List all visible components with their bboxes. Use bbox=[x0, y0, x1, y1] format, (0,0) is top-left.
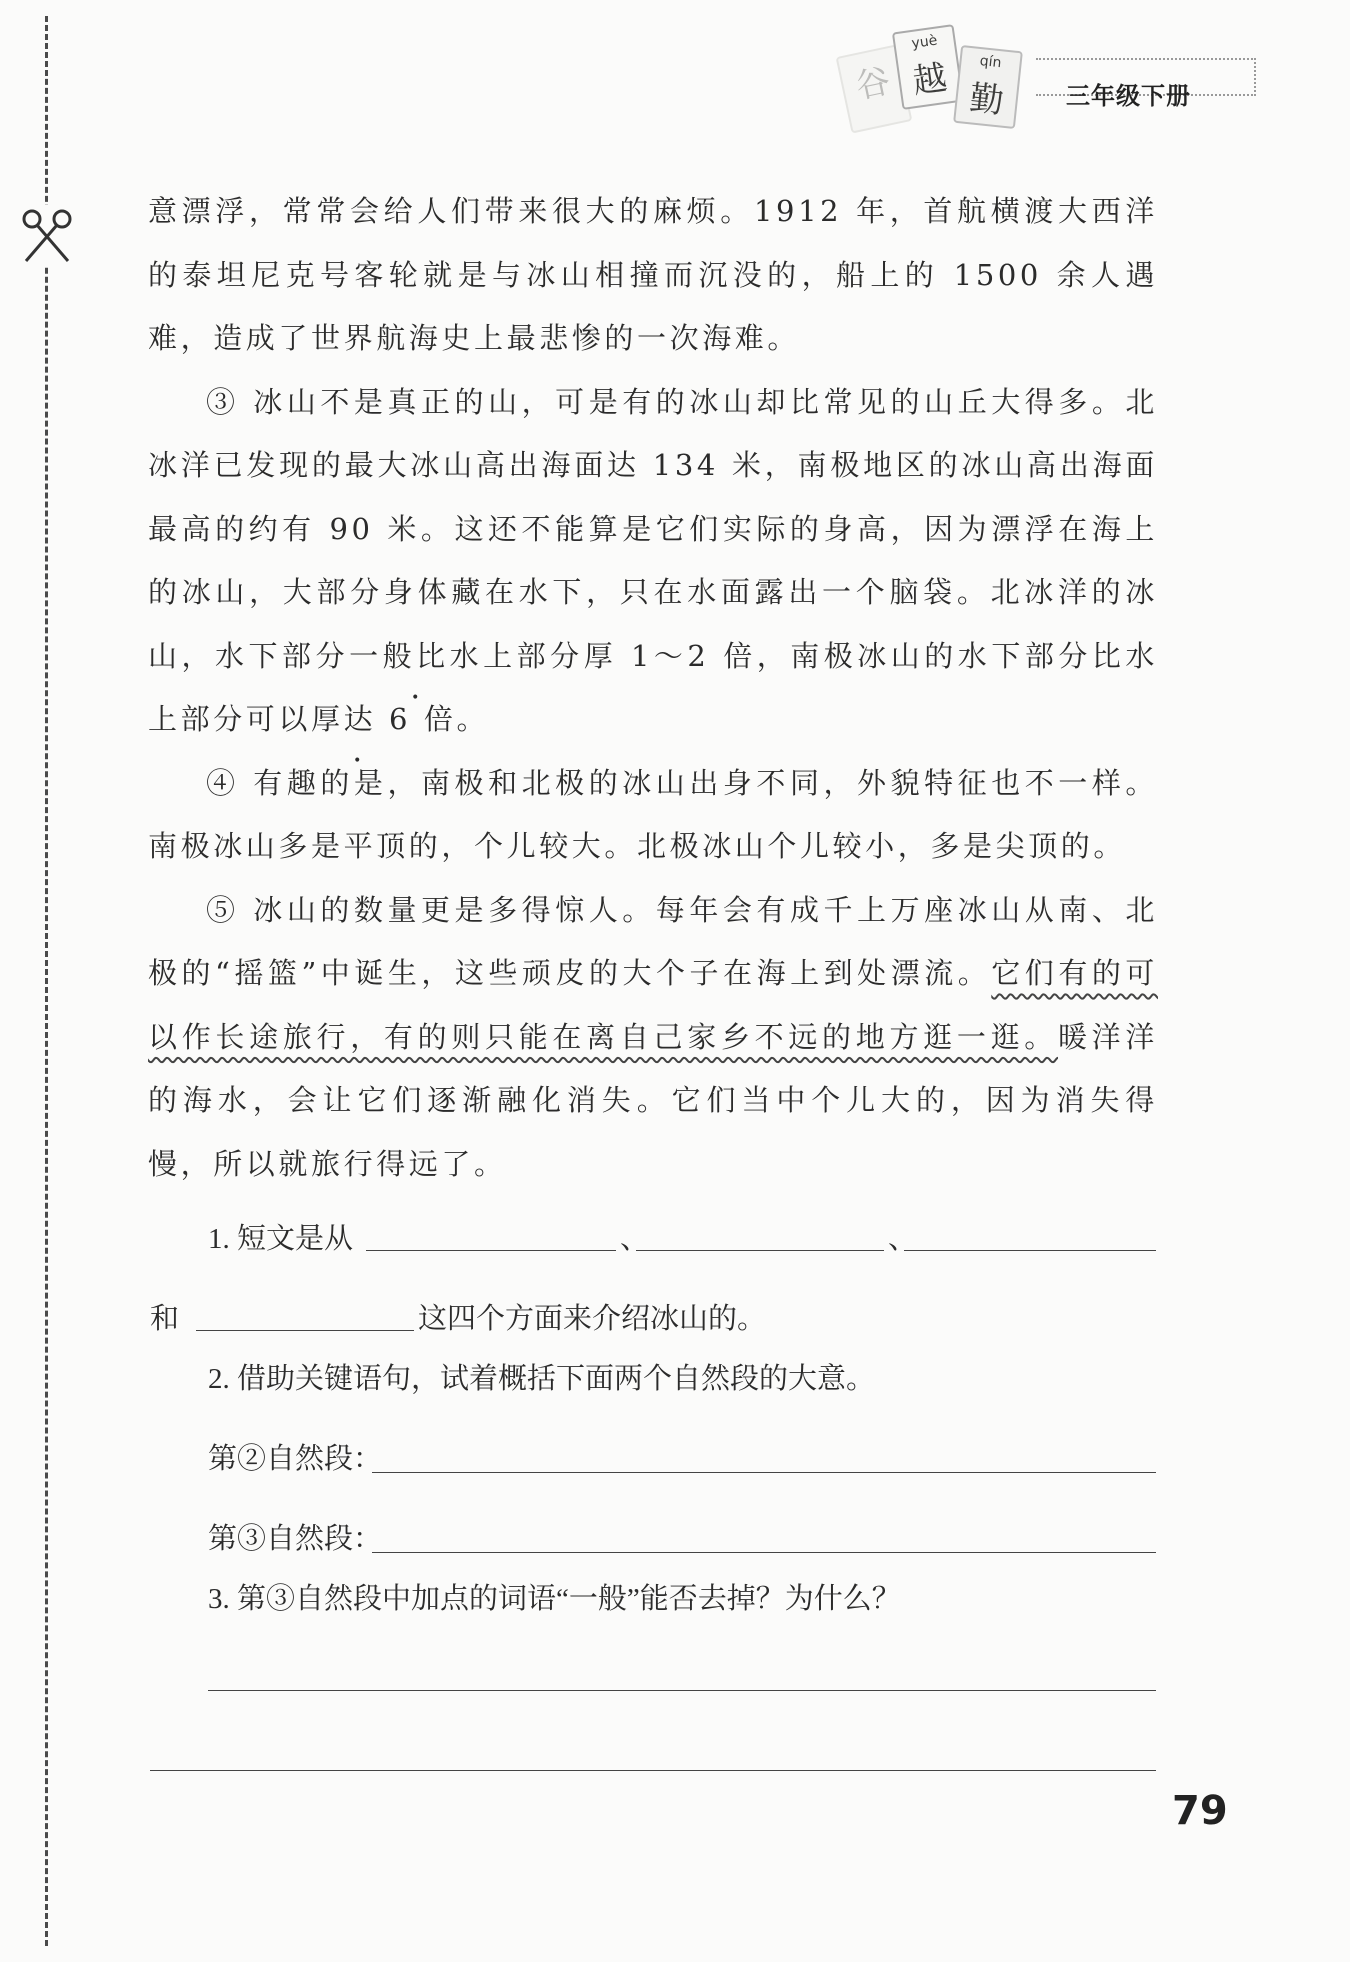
paragraph-3: ③ 冰山不是真正的山，可是有的冰山却比常见的山丘大得多。北冰洋已发现的最大冰山高出海面达 134 米，南极地区的冰山高出海面最高的约有 90 米。这还不能算是它们实际的身高，因为漂浮在海上的冰山，大部分身体藏在水下，只在水面露出一个脑袋。北冰洋的冰山，水下部分一般 • •比水上部分厚 1～2 倍，南极冰山的水下部分比水上部分可以厚达 6 倍。 bbox=[148, 371, 1158, 752]
logo-tile: yuè 越 bbox=[892, 24, 964, 110]
reading-passage bbox=[148, 180, 1158, 1196]
logo-tile: 谷 bbox=[836, 44, 913, 133]
answer-blank-2[interactable] bbox=[636, 1250, 884, 1251]
header-logo bbox=[835, 20, 1035, 150]
paragraph-4: ④ 有趣的是，南极和北极的冰山出身不同，外貌特征也不一样。南极冰山多是平顶的，个儿较大。北极冰山个儿较小，多是尖顶的。 bbox=[148, 765, 1158, 863]
answer-blank-3[interactable] bbox=[904, 1250, 1156, 1251]
question-2-paragraph-2-label: 第②自然段： bbox=[208, 1443, 383, 1475]
answer-blank-4[interactable] bbox=[196, 1330, 414, 1331]
wavy-underlined-sentence: 它们有的可以作长途旅行，有的则只能在离自己家乡不远的地方逛一逛。 bbox=[148, 956, 1158, 1054]
separator: 、 bbox=[888, 1223, 918, 1255]
dotted-word: 一般 • • bbox=[349, 639, 416, 673]
logo-tile: qín 勤 bbox=[953, 45, 1023, 129]
answer-blank-1[interactable] bbox=[366, 1250, 616, 1251]
paragraph-1-tail: 意漂浮，常常会给人们带来很大的麻烦。1912 年，首航横渡大西洋的泰坦尼克号客轮就是与冰山相撞而沉没的，船上的 1500 余人遇难，造成了世界航海史上最悲惨的一次海难。 bbox=[148, 194, 1158, 355]
cut-line bbox=[45, 16, 48, 1946]
question-2-paragraph-3-label: 第③自然段： bbox=[208, 1523, 383, 1555]
paragraph-5: ⑤ 冰山的数量更是多得惊人。每年会有成千上万座冰山从南、北极的“摇篮”中诞生，这些顽皮的大个子在海上到处漂流。它们有的可以作长途旅行，有的则只能在离自己家乡不远的地方逛一逛。暖洋洋的海水，会让它们逐渐融化消失。它们当中个儿大的，因为消失得慢，所以就旅行得远了。 bbox=[148, 892, 1158, 1181]
answer-line-paragraph-3[interactable] bbox=[372, 1552, 1156, 1553]
page-number: 79 bbox=[1172, 1788, 1228, 1834]
separator: 、 bbox=[620, 1223, 650, 1255]
scissors-icon bbox=[18, 205, 78, 265]
question-3: 3. 第③自然段中加点的词语“一般”能否去掉？为什么？ bbox=[208, 1583, 901, 1615]
question-1-prefix: 1. 短文是从 bbox=[208, 1223, 354, 1255]
grade-label: 三年级下册 bbox=[1066, 82, 1191, 110]
answer-line-question-3a[interactable] bbox=[208, 1690, 1156, 1691]
question-2: 2. 借助关键语句，试着概括下面两个自然段的大意。 bbox=[208, 1363, 876, 1395]
question-1-and: 和 bbox=[150, 1303, 180, 1335]
answer-line-question-3b[interactable] bbox=[150, 1770, 1156, 1771]
question-1-suffix: 这四个方面来介绍冰山的。 bbox=[418, 1303, 767, 1335]
answer-line-paragraph-2[interactable] bbox=[372, 1472, 1156, 1473]
